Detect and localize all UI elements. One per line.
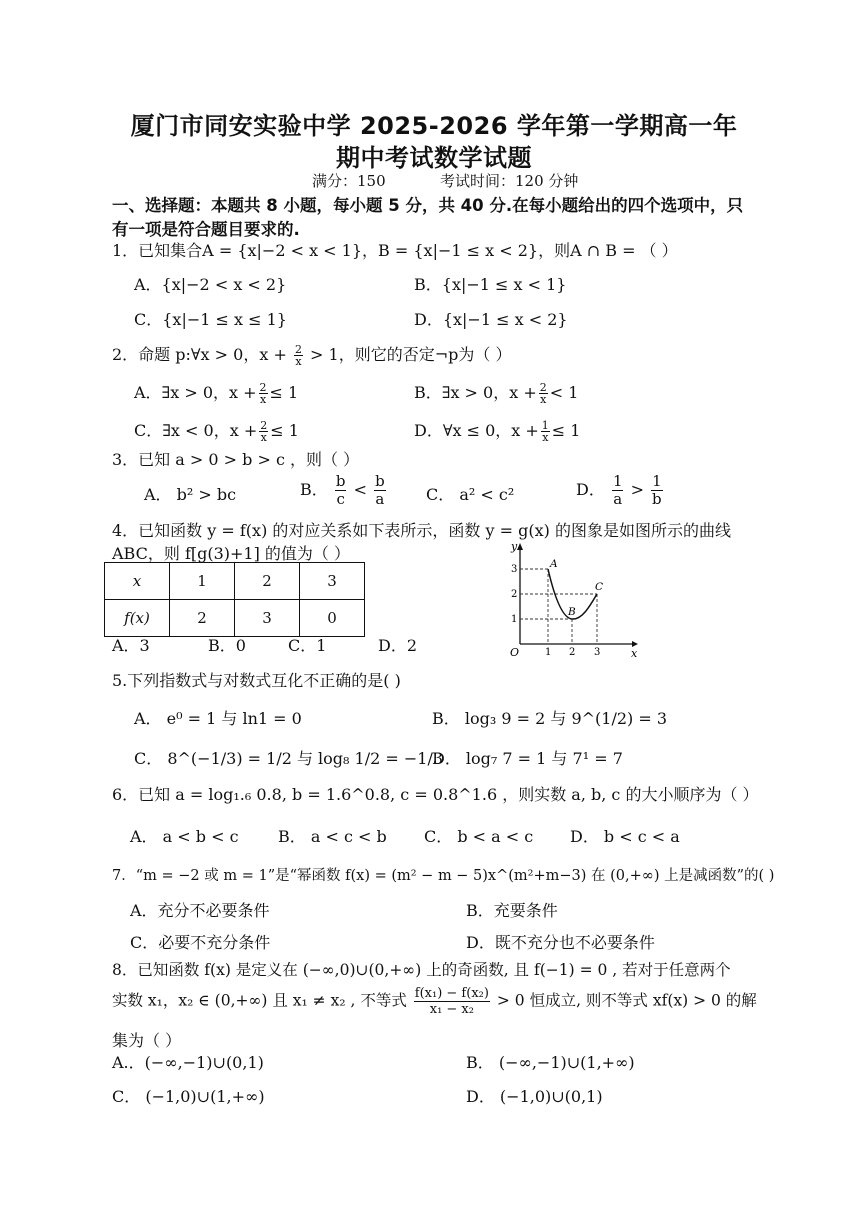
y-tick-label: 2 [511, 589, 518, 600]
opt-fraction [335, 473, 347, 508]
q1-option-b: B．{x|−1 ≤ x < 1} [414, 275, 567, 294]
opt-post: ≤ 1 [270, 421, 299, 440]
frac-den: x [260, 431, 267, 444]
q4-option-c: C．1 [288, 636, 327, 655]
frac-num: b [375, 472, 385, 490]
opt-post: < 1 [549, 383, 579, 402]
opt-post: ≤ 1 [551, 421, 581, 440]
q2-stem-post: > 1，则它的否定¬p为（ ） [310, 345, 512, 364]
frac-num: 1 [612, 472, 623, 490]
question-4-stem-line1: 4．已知函数 y = f(x) 的对应关系如下表所示，函数 y = g(x) 的图象是如图所示的曲线 [112, 521, 731, 540]
question-8-stem-line1: 8．已知函数 f(x) 是定义在 (−∞,0)∪(0,+∞) 上的奇函数, 且 f(−1) = 0 , 若对于任意两个 [112, 961, 731, 979]
frac-num: 1 [652, 472, 662, 490]
q3-option-b [300, 473, 388, 508]
question-8-stem-line2 [112, 986, 757, 1017]
question-6-stem: 6．已知 a = log₁.₆ 0.8, b = 1.6^0.8, c = 0.8^1.6 ，则实数 a, b, c 的大小顺序为（ ） [112, 785, 759, 804]
x-tick-label: 3 [594, 647, 601, 658]
q4-option-a: A．3 [112, 636, 150, 655]
q6-option-b: B． a < c < b [278, 827, 387, 846]
function-value-table [104, 562, 365, 637]
frac-den: x₁ − x₂ [429, 1002, 474, 1017]
q6-option-a: A． a < b < c [130, 827, 239, 846]
opt-fraction [539, 382, 548, 405]
q2-option-d [414, 418, 580, 443]
opt-post: ≤ 1 [269, 383, 299, 402]
q3-option-a: A． b² > bc [144, 485, 237, 504]
frac-num: f(x₁) − f(x₂) [414, 986, 489, 1001]
q6-option-c: C． b < a < c [424, 827, 534, 846]
x-axis-label: x [631, 647, 638, 658]
frac-num: 2 [259, 381, 267, 394]
table-cell: 0 [300, 600, 365, 637]
opt-fraction [259, 382, 268, 405]
q2-option-b [414, 380, 578, 405]
q1-option-c: C．{x|−1 ≤ x ≤ 1} [134, 310, 287, 329]
question-1-stem: 1．已知集合A = {x|−2 < x < 1}，B = {x|−1 ≤ x < 2}，则A ∩ B = （ ） [112, 241, 678, 260]
section-heading-line2: 有一项是符合题目要求的. [112, 220, 300, 239]
frac-den: a [375, 490, 385, 508]
q7-option-d: D．既不充分也不必要条件 [466, 933, 655, 952]
y-axis-arrow [517, 543, 523, 550]
q2-stem-pre: 2．命题 p:∀x > 0，x + [112, 345, 287, 364]
question-7-stem: 7．“m = −2 或 m = 1”是“幂函数 f(x) = (m² − m − 5)x^(m²+m−3) 在 (0,+∞) 上是减函数”的( ) [112, 868, 775, 884]
frac-den: x [295, 355, 302, 368]
q8-option-b: B． (−∞,−1)∪(1,+∞) [466, 1053, 635, 1072]
y-tick-label: 1 [511, 614, 518, 625]
frac-num: 2 [539, 381, 547, 394]
q5-option-c: C． 8^(−1/3) = 1/2 与 log₈ 1/2 = −1/3 [134, 749, 444, 768]
q4-option-b: B．0 [208, 636, 246, 655]
opt-fraction [374, 473, 386, 508]
question-3-stem: 3．已知 a > 0 > b > c ，则（ ） [112, 450, 360, 469]
frac-num: 1 [541, 419, 549, 432]
opt-fraction [541, 420, 550, 443]
origin-label: O [510, 646, 520, 658]
question-5-stem: 5.下列指数式与对数式互化不正确的是( ) [112, 671, 401, 690]
q7-option-c: C．必要不充分条件 [130, 933, 271, 952]
q1-option-a: A．{x|−2 < x < 2} [134, 275, 287, 294]
question-8-stem-line3: 集为（ ） [112, 1031, 182, 1050]
y-axis-label: y [511, 540, 518, 553]
frac-den: x [542, 431, 549, 444]
q8-option-c: C． (−1,0)∪(1,+∞) [112, 1087, 265, 1106]
frac-den: x [540, 393, 547, 406]
table-row [105, 563, 365, 600]
opt-fraction [651, 473, 663, 508]
table-cell: 2 [235, 563, 300, 600]
dashed-guides [520, 569, 597, 644]
table-cell: f(x) [105, 600, 170, 637]
opt-pre: D．∀x ≤ 0，x + [414, 421, 539, 440]
q2-option-a [134, 380, 298, 405]
section-heading-line1: 一、选择题：本题共 8 小题，每小题 5 分，共 40 分.在每小题给出的四个选项中，只 [112, 196, 744, 215]
opt-relation: > [630, 480, 644, 499]
opt-relation: < [353, 480, 367, 499]
opt-pre: B． [300, 480, 328, 499]
score-label: 满分：150 [312, 172, 386, 190]
table-cell: 2 [170, 600, 235, 637]
exam-title-line1: 厦门市同安实验中学 2025-2026 学年第一学期高一年 [130, 112, 738, 140]
point-b-label: B [568, 606, 576, 618]
table-cell: 1 [170, 563, 235, 600]
opt-fraction [612, 473, 624, 508]
q5-option-a: A． e⁰ = 1 与 ln1 = 0 [134, 709, 302, 728]
point-a-label: A [550, 558, 558, 570]
q1-option-d: D．{x|−1 ≤ x < 2} [414, 310, 568, 329]
q3-option-c: C． a² < c² [426, 485, 515, 504]
opt-pre: C．∃x < 0，x + [134, 421, 258, 440]
exam-title-line2: 期中考试数学试题 [336, 144, 532, 172]
q8-stem-post: > 0 恒成立, 则不等式 xf(x) > 0 的解 [496, 991, 757, 1010]
question-4-stem-line2: ABC，则 f[g(3)+1] 的值为（ ） [112, 544, 351, 563]
q4-option-d: D．2 [378, 636, 418, 655]
opt-pre: B．∃x > 0，x + [414, 383, 537, 402]
frac-num: b [335, 472, 346, 490]
frac-den: c [336, 490, 345, 508]
q8-option-a: A.．(−∞,−1)∪(0,1) [112, 1053, 264, 1072]
frac-num: 2 [294, 343, 302, 356]
point-c-label: C [595, 581, 604, 593]
opt-pre: A．∃x > 0，x + [134, 383, 257, 402]
q8-stem-pre: 实数 x₁，x₂ ∈ (0,+∞) 且 x₁ ≠ x₂ , 不等式 [112, 991, 407, 1010]
table-cell: x [105, 563, 170, 600]
table-row [105, 600, 365, 637]
q2-option-c [134, 418, 299, 443]
time-label: 考试时间：120 分钟 [440, 172, 579, 190]
q8-option-d: D． (−1,0)∪(0,1) [466, 1087, 603, 1106]
q2-stem-fraction [294, 344, 303, 367]
q5-option-b: B． log₃ 9 = 2 与 9^(1/2) = 3 [432, 709, 668, 728]
frac-den: x [259, 393, 267, 406]
table-cell: 3 [235, 600, 300, 637]
q7-option-b: B．充要条件 [466, 901, 558, 920]
opt-fraction [259, 420, 268, 443]
frac-num: 2 [260, 419, 268, 432]
q7-option-a: A．充分不必要条件 [130, 901, 270, 920]
y-tick-label: 3 [511, 564, 518, 575]
q6-option-d: D． b < c < a [570, 827, 680, 846]
frac-den: a [613, 490, 623, 508]
x-tick-label: 2 [569, 647, 576, 658]
q8-stem-fraction [414, 986, 490, 1017]
opt-pre: D． [576, 480, 605, 499]
q5-option-d: D． log₇ 7 = 1 与 7¹ = 7 [432, 749, 623, 768]
table-cell: 3 [300, 563, 365, 600]
g-curve-graph [500, 540, 640, 658]
x-tick-label: 1 [545, 647, 552, 658]
q3-option-d [576, 473, 665, 508]
frac-den: b [652, 490, 662, 508]
question-2-stem [112, 342, 511, 367]
